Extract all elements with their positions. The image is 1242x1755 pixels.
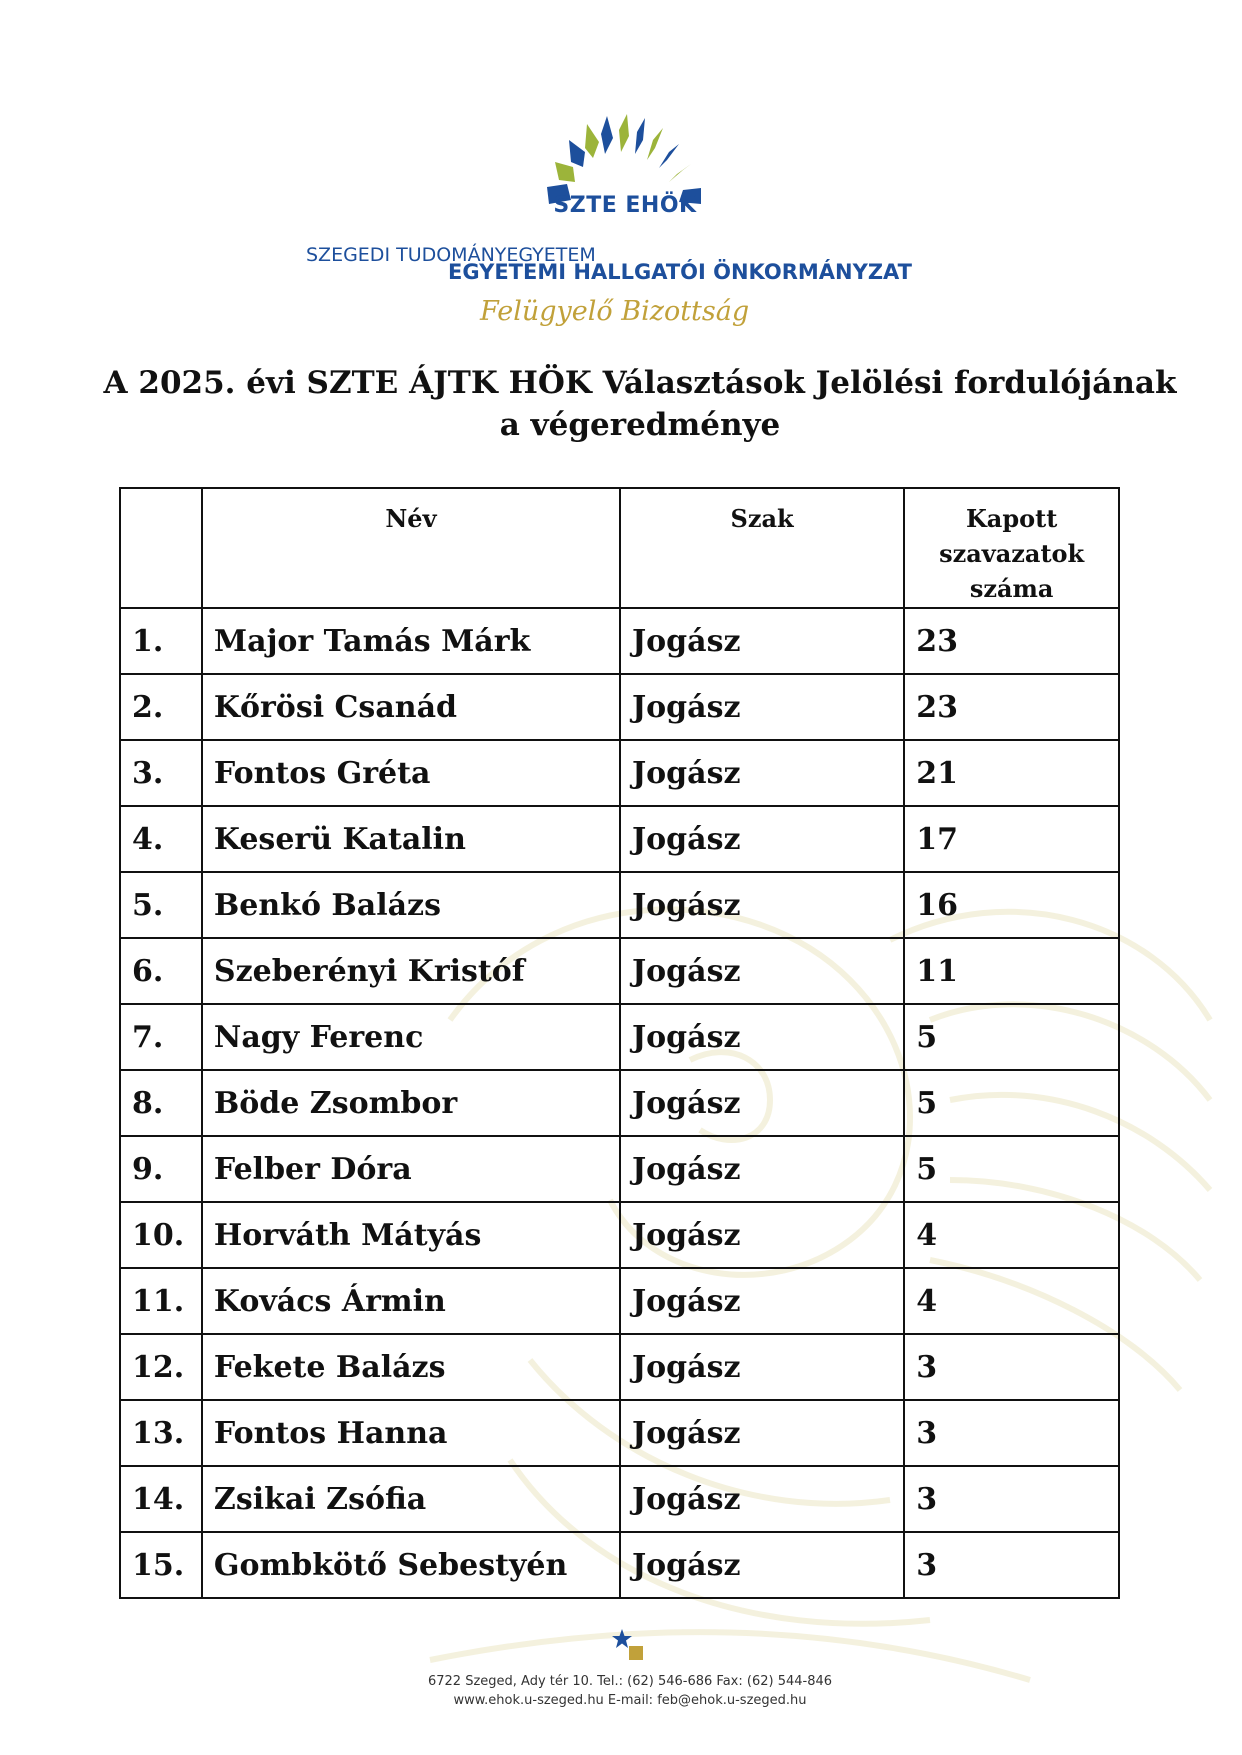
table-row [120,674,1119,740]
row-votes: 5 [904,1004,1119,1070]
footer-contact [330,1672,930,1710]
logo-text: SZTE EHÖK [553,193,697,218]
table-row [120,1466,1119,1532]
organization-name: EGYETEMI HALLGATÓI ÖNKORMÁNYZAT [448,260,912,284]
row-major: Jogász [620,740,904,806]
row-name: Horváth Mátyás [202,1202,620,1268]
row-votes: 3 [904,1466,1119,1532]
row-index: 1. [120,608,202,674]
row-index: 14. [120,1466,202,1532]
row-index: 5. [120,872,202,938]
header-index [120,488,202,608]
row-votes: 3 [904,1532,1119,1598]
header-votes-line-3: száma [969,574,1054,603]
row-index: 7. [120,1004,202,1070]
row-index: 8. [120,1070,202,1136]
row-major: Jogász [620,1268,904,1334]
row-index: 12. [120,1334,202,1400]
row-name: Gombkötő Sebestyén [202,1532,620,1598]
row-index: 2. [120,674,202,740]
row-index: 11. [120,1268,202,1334]
row-major: Jogász [620,674,904,740]
row-name: Keserü Katalin [202,806,620,872]
table-row [120,1334,1119,1400]
row-major: Jogász [620,806,904,872]
table-header-row [120,488,1119,608]
document-title [80,362,1200,446]
row-index: 3. [120,740,202,806]
row-name: Benkó Balázs [202,872,620,938]
table-row [120,872,1119,938]
row-name: Fekete Balázs [202,1334,620,1400]
footer-web: www.ehok.u-szeged.hu E-mail: feb@ehok.u-szeged.hu [453,1693,807,1708]
row-index: 6. [120,938,202,1004]
footer-address: 6722 Szeged, Ady tér 10. Tel.: (62) 546-686 Fax: (62) 544-846 [427,1674,833,1689]
row-votes: 16 [904,872,1119,938]
row-major: Jogász [620,1466,904,1532]
row-major: Jogász [620,872,904,938]
row-votes: 5 [904,1136,1119,1202]
row-major: Jogász [620,1004,904,1070]
header-votes-line-1: Kapott [965,504,1058,533]
row-votes: 5 [904,1070,1119,1136]
row-name: Fontos Gréta [202,740,620,806]
title-line-2: a végeredménye [499,407,781,443]
table-row [120,740,1119,806]
table-row [120,806,1119,872]
row-index: 4. [120,806,202,872]
row-votes: 17 [904,806,1119,872]
row-name: Nagy Ferenc [202,1004,620,1070]
row-votes: 11 [904,938,1119,1004]
row-votes: 3 [904,1400,1119,1466]
header-votes-line-2: szavazatok [939,539,1085,568]
row-votes: 4 [904,1268,1119,1334]
star-square-icon [612,1628,646,1662]
committee-name: Felügyelő Bizottság [480,296,750,327]
row-major: Jogász [620,1136,904,1202]
table-row [120,1004,1119,1070]
row-index: 10. [120,1202,202,1268]
table-row [120,1400,1119,1466]
row-major: Jogász [620,1334,904,1400]
row-name: Major Tamás Márk [202,608,620,674]
row-major: Jogász [620,1400,904,1466]
row-name: Zsikai Zsófia [202,1466,620,1532]
row-major: Jogász [620,1532,904,1598]
row-votes: 21 [904,740,1119,806]
row-votes: 3 [904,1334,1119,1400]
row-major: Jogász [620,1070,904,1136]
university-name: SZEGEDI TUDOMÁNYEGYETEM [306,244,596,266]
table-row [120,1202,1119,1268]
results-table [119,487,1120,1599]
row-name: Fontos Hanna [202,1400,620,1466]
header-major: Szak [620,488,904,608]
row-index: 15. [120,1532,202,1598]
row-major: Jogász [620,1202,904,1268]
table-row [120,1136,1119,1202]
row-name: Kőrösi Csanád [202,674,620,740]
table-row [120,938,1119,1004]
table-row [120,1532,1119,1598]
row-name: Kovács Ármin [202,1268,620,1334]
row-name: Böde Zsombor [202,1070,620,1136]
row-votes: 23 [904,608,1119,674]
row-index: 13. [120,1400,202,1466]
table-row [120,608,1119,674]
row-name: Felber Dóra [202,1136,620,1202]
row-votes: 23 [904,674,1119,740]
table-row [120,1268,1119,1334]
row-name: Szeberényi Kristóf [202,938,620,1004]
row-index: 9. [120,1136,202,1202]
title-line-1: A 2025. évi SZTE ÁJTK HÖK Választások Jelölési fordulójának [103,365,1177,401]
header-votes [904,488,1119,608]
row-major: Jogász [620,608,904,674]
row-major: Jogász [620,938,904,1004]
header-name: Név [202,488,620,608]
table-row [120,1070,1119,1136]
row-votes: 4 [904,1202,1119,1268]
